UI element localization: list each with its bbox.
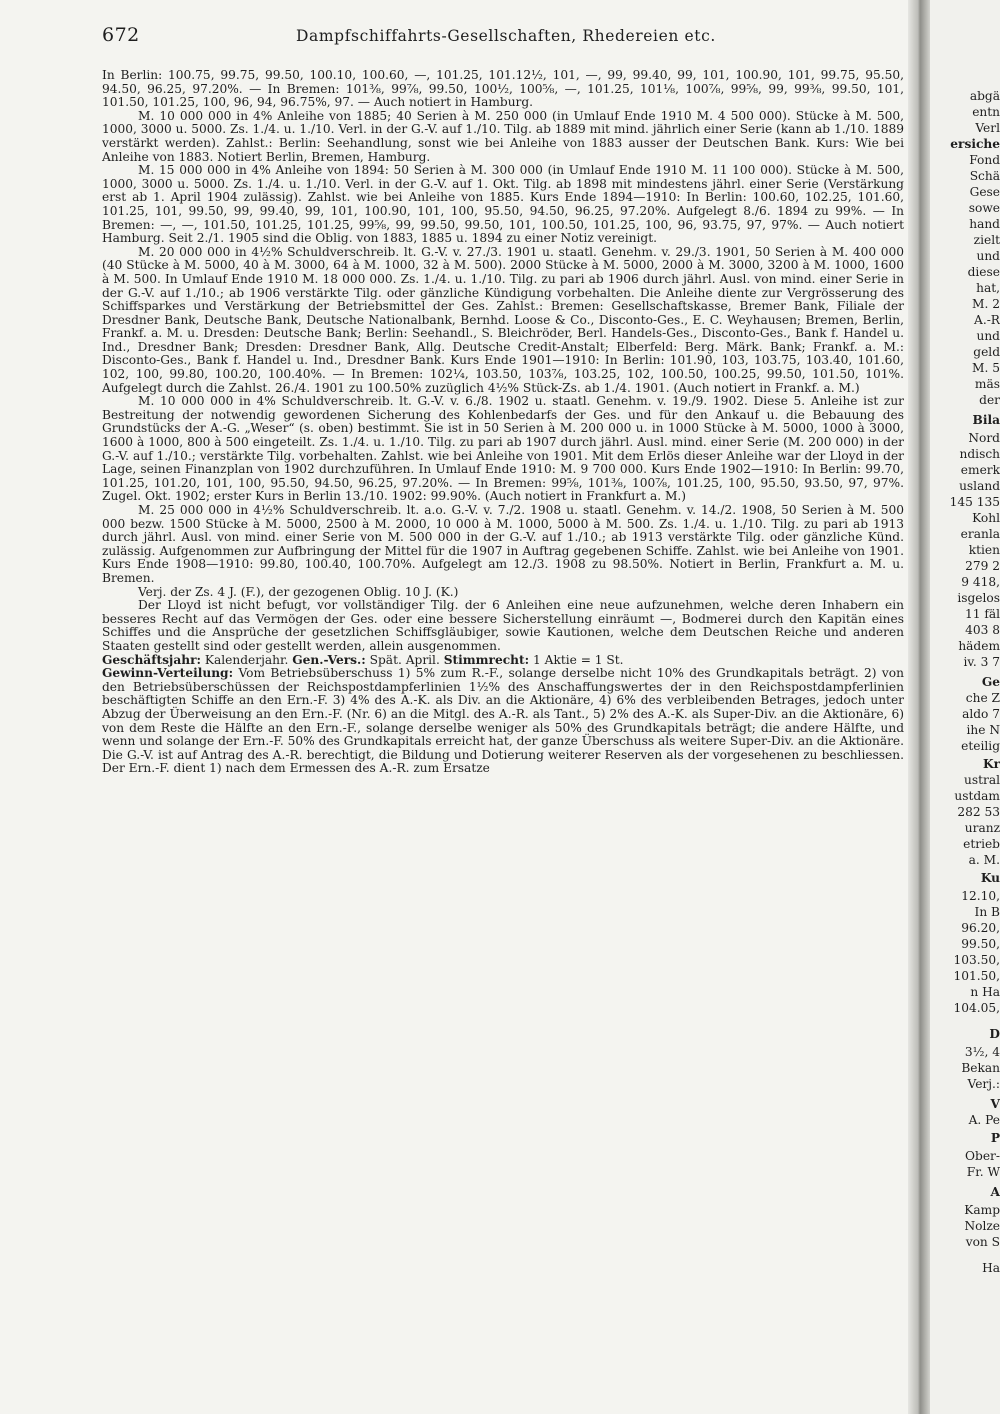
next-page-fragment: 103.50,: [953, 953, 1000, 967]
page-number: 672: [102, 24, 140, 46]
book-gutter: [908, 0, 930, 1414]
label-gen-vers: Gen.-Vers.:: [292, 652, 366, 667]
next-page-fragment: n Ha: [970, 985, 1000, 999]
next-page-fragment: mäs: [974, 377, 1000, 391]
next-page-fragment: Bekan: [961, 1061, 1000, 1075]
next-page-fragment: 3½, 4: [964, 1045, 1000, 1059]
next-page-fragment: V: [990, 1097, 1000, 1111]
body-text: [102, 69, 904, 776]
next-page-fragment: zielt: [973, 233, 1000, 247]
next-page-fragment: eteilig: [961, 739, 1000, 753]
next-page-fragment: Ku: [980, 871, 1000, 885]
next-page-fragment: P: [990, 1131, 1000, 1145]
next-page-fragment: hat,: [976, 281, 1000, 295]
next-page-fragment: ustdam: [954, 789, 1000, 803]
next-page-fragment: eranla: [960, 527, 1000, 541]
next-page-fragment: 279 2: [965, 559, 1000, 573]
value-stimmrecht: 1 Aktie = 1 St.: [529, 652, 624, 667]
next-page-fragment: Kohl: [972, 511, 1000, 525]
running-title: Dampfschiffahrts-Gesellschaften, Rhedereien etc.: [296, 27, 716, 45]
next-page-fragment: Ge: [981, 675, 1000, 689]
next-page-fragment: M. 2: [972, 297, 1000, 311]
paragraph-anleihe-1901: M. 20 000 000 in 4½% Schuldverschreib. lt. G.-V. v. 27./3. 1901 u. staatl. Genehm. v. 29./3. 1901, 50 Serien à M. 400 000 (40 Stücke à M. 5000, 40 à M. 3000, 64 à M. 1000, 32 à M. 500). 2000 Stücke à M. 5000, 2000 à M. 3000, 3200 à M. 1000, 1600 à M. 500. In Umlauf Ende 1910 M. 18 000 000. Zs. 1./4. u. 1./10. Tilg. zu pari ab 1906 durch jährl. Ausl. von mind. einer Serie in der G.-V. auf 1./10.; ab 1906 verstärkte Tilg. oder gänzliche Kündigung vorbehalten. Die Anleihe diente zur Vergrösserung des Schiffsparkes und Verstärkung der Betriebsmittel der Ges. Zahlst.: Bremen: Gesellschaftskasse, Bremer Bank, Filiale der Dresdner Bank, Deutsche Bank, Deutsche Nationalbank, Bernhd. Loose & Co., Disconto-Ges., E. C. Weyhausen; Bremen, Berlin, Frankf. a. M. u. Dresden: Deutsche Bank; Berlin: Seehandl., S. Bleichröder, Berl. Handels-Ges., Disconto-Ges., Bank f. Handel u. Ind., Dresdner Bank; Dresden: Dresdner Bank, Allg. Deutsche Credit-Anstalt; Elberfeld: Berg. Märk. Bank; Frankf. a. M.: Disconto-Ges., Bank f. Handel u. Ind., Dresdner Bank. Kurs Ende 1901—1910: In Berlin: 101.90, 103, 103.75, 103.40, 101.60, 102, 100, 99.80, 100.20, 100.40%. — In Bremen: 102¼, 103.50, 103⅞, 103.25, 102, 100.50, 100.25, 99.50, 101.50, 101%. Aufgelegt durch die Zahlst. 26./4. 1901 zu 100.50% zuzüglich 4½% Stück-Zs. ab 1./4. 1901. (Auch notiert in Frankf. a. M.): [102, 244, 904, 395]
next-page-fragment: ndisch: [959, 447, 1000, 461]
paragraph-anleihe-1894: M. 15 000 000 in 4% Anleihe von 1894: 50 Serien à M. 300 000 (in Umlauf Ende 1910 M. 11 100 000). Stücke à M. 500, 1000, 3000 u. 5000. Zs. 1./4. u. 1./10. Verl. in der G.-V. auf 1. Okt. Tilg. ab 1898 mit mindestens jährl. einer Serie (Verstärkung erst ab 1. April 1904 zulässig). Zahlst. wie bei Anleihe von 1885. Kurs Ende 1894—1910: In Berlin: 100.60, 102.25, 101.60, 101.25, 101, 99.50, 99, 99.40, 99, 101, 100.90, 101, 100, 95.50, 94.50, 96.25, 97.20%. Aufgelegt 8./6. 1894 zu 99%. — In Bremen: —, —, 101.50, 101.25, 101.25, 99⅝, 99, 99.50, 99.50, 101, 100.50, 101.25, 100, 96, 93.75, 97, 97%. — Auch notiert Hamburg. Seit 2./1. 1905 sind die Oblig. von 1883, 1885 u. 1894 zu einer Notiz vereinigt.: [102, 163, 904, 246]
next-page-fragment: Verl: [975, 121, 1000, 135]
next-page-fragment: 9 418,: [961, 575, 1000, 589]
label-gewinn-verteilung: Gewinn-Verteilung:: [102, 666, 234, 681]
next-page-fragment: 12.10,: [961, 889, 1000, 903]
paragraph-geschaeftsjahr: [102, 654, 904, 668]
next-page-fragment: Verj.:: [967, 1077, 1000, 1091]
next-page-fragment: 11 fäl: [964, 607, 1000, 621]
next-page-fragment: In B: [974, 905, 1000, 919]
next-page-fragment: 145 135: [949, 495, 1000, 509]
next-page-fragment: hädem: [958, 639, 1000, 653]
next-page-fragment: der: [979, 393, 1000, 407]
next-page-fragment: M. 5: [972, 361, 1000, 375]
next-page-fragment: Fond: [969, 153, 1000, 167]
label-stimmrecht: Stimmrecht:: [443, 652, 530, 667]
next-page-fragment: sowe: [968, 201, 1000, 215]
next-page-fragment: ersiche: [950, 137, 1000, 151]
next-page-fragment: 104.05,: [953, 1001, 1000, 1015]
next-page-fragment: aldo 7: [962, 707, 1000, 721]
next-page-fragment: emerk: [960, 463, 1000, 477]
next-page-fragment: 403 8: [965, 623, 1000, 637]
next-page-fragment: von S: [965, 1235, 1000, 1249]
next-page-fragment: und: [976, 249, 1000, 263]
next-page-fragment: a. M.: [968, 853, 1000, 867]
next-page-fragment: abgä: [969, 89, 1000, 103]
page-header: [0, 24, 908, 50]
value-geschaeftsjahr: Kalenderjahr.: [201, 652, 293, 667]
next-page-fragment: geld: [973, 345, 1000, 359]
next-page-fragment: etrieb: [963, 837, 1000, 851]
value-gewinn-verteilung: Vom Betriebsüberschuss 1) 5% zum R.-F., solange derselbe nicht 10% des Grundkapitals beträgt. 2) von den Betriebsüberschüssen der Reichspostdampferlinien 1½% des Anschaffungswertes der in den Reichspostdampferlinien beschäftigten Schiffe an den Ern.-F. 3) 4% des A.-K. als Div. an die Aktionäre, 4) 6% des verbleibenden Betrages, jedoch unter Abzug der Überweisung an den Ern.-F. (Nr. 6) an die Mitgl. des A.-R. als Tant., 5) 2% des A.-K. als Super-Div. an die Aktionäre, 6) von dem Reste die Hälfte an den Ern.-F., solange derselbe weniger als 50% des Grundkapitals beträgt; die andere Hälfte, und wenn und solange der Ern.-F. 50% des Grundkapitals erreicht hat, der ganze Überschuss als weitere Super-Div. an die Aktionäre. Die G.-V. ist auf Antrag des A.-R. berechtigt, die Bildung und Dotierung weiterer Reserven als der vorgesehenen zu beschliessen. Der Ern.-F. dient 1) nach dem Ermessen des A.-R. zum Ersatze: [102, 666, 904, 776]
next-page-fragment: Nord: [968, 431, 1000, 445]
paragraph-kurse-1883: In Berlin: 100.75, 99.75, 99.50, 100.10, 100.60, —, 101.25, 101.12½, 101, —, 99, 99.40, 99, 101, 100.90, 101, 99.75, 95.50, 94.50, 96.25, 97.20%. — In Bremen: 101⅜, 99⅞, 99.50, 100½, 100⅝, —, 101.25, 101⅛, 100⅞, 99⅝, 99, 99⅜, 99.50, 101, 101.50, 101.25, 100, 96, 94, 96.75%, 97. — Auch notiert in Hamburg.: [102, 68, 904, 110]
next-page-fragment: isgelos: [957, 591, 1000, 605]
next-page-fragment: ustral: [964, 773, 1000, 787]
next-page-fragment: und: [976, 329, 1000, 343]
paragraph-gewinn-verteilung: [102, 667, 904, 776]
next-page-fragment: Kr: [982, 757, 1000, 771]
next-page-fragment: Ober-: [965, 1149, 1000, 1163]
paragraph-lloyd-befugnis: Der Lloyd ist nicht befugt, vor vollständiger Tilg. der 6 Anleihen eine neue aufzunehmen, welche deren Inhabern ein besseres Recht auf das Vermögen der Ges. oder eine bessere Sicherstellung einräumt —, Bodmerei durch den Kapitän eines Schiffes und die Ansprüche der gesetzlichen Schiffsgläubiger, sowie Kautionen, welche dem Deutschen Reiche und anderen Staaten gestellt sind oder gestellt werden, allein ausgenommen.: [102, 598, 904, 653]
next-page-fragment: entn: [972, 105, 1000, 119]
next-page-fragment: A: [990, 1185, 1000, 1199]
next-page-edge: [930, 0, 1000, 1414]
value-gen-vers: Spät. April.: [365, 652, 444, 667]
label-geschaeftsjahr: Geschäftsjahr:: [102, 652, 202, 667]
next-page-fragment: ktien: [968, 543, 1000, 557]
next-page-fragment: Bila: [972, 413, 1000, 427]
next-page-fragment: uranz: [964, 821, 1000, 835]
next-page-fragment: Ha: [982, 1261, 1000, 1275]
next-page-fragment: ihe N: [966, 723, 1000, 737]
paragraph-anleihe-1908: M. 25 000 000 in 4½% Schuldverschreib. lt. a.o. G.-V. v. 7./2. 1908 u. staatl. Genehm. v. 14./2. 1908, 50 Serien à M. 500 000 bezw. 1500 Stücke à M. 5000, 2500 à M. 2000, 10 000 à M. 1000, 5000 à M. 500. Zs. 1./4. u. 1./10. Tilg. zu pari ab 1913 durch jährl. Ausl. von mind. einer Serie von M. 500 000 in der G.-V. auf 1./10.; ab 1913 verstärkte Tilg. oder gänzliche Künd. zulässig. Aufgenommen zur Aufbringung der Mittel für die 1907 in Auftrag gegebenen Schiffe. Zahlst. wie bei Anleihe von 1901. Kurs Ende 1908—1910: 99.80, 100.40, 100.70%. Aufgelegt am 12./3. 1908 zu 98.50%. Notiert in Berlin, Frankfurt a. M. u. Bremen.: [102, 503, 904, 585]
next-page-fragment: 96.20,: [961, 921, 1000, 935]
next-page-fragment: Fr. W: [966, 1165, 1000, 1179]
next-page-fragment: A. Pe: [968, 1113, 1000, 1127]
next-page-fragment: 282 53: [957, 805, 1000, 819]
next-page-fragment: hand: [969, 217, 1000, 231]
next-page-fragment: diese: [967, 265, 1000, 279]
next-page-fragment: A.-R: [974, 313, 1000, 327]
next-page-fragment: Gese: [969, 185, 1000, 199]
next-page-fragment: Kamp: [964, 1203, 1000, 1217]
next-page-fragment: Schä: [969, 169, 1000, 183]
paragraph-anleihe-1902: M. 10 000 000 in 4% Schuldverschreib. lt. G.-V. v. 6./8. 1902 u. staatl. Genehm. v. 19./9. 1902. Diese 5. Anleihe ist zur Bestreitung der notwendig gewordenen Sicherung des Kohlenbedarfs der Ges. und für den Ankauf u. die Bebauung des Grundstücks der A.-G. „Weser“ (s. oben) bestimmt. Sie ist in 50 Serien à M. 200 000 u. in 1000 Stücke à M. 5000, 1000 à 3000, 1600 à 1000, 800 à 500 eingeteilt. Zs. 1./4. u. 1./10. Tilg. zu pari ab 1907 durch jährl. Ausl. mind. einer Serie (M. 200 000) in der G.-V. auf 1./10.; verstärkte Tilg. vorbehalten. Zahlst. wie bei Anleihe von 1901. Mit dem Erlös dieser Anleihe war der Lloyd in der Lage, seinen Finanzplan von 1902 durchzuführen. In Umlauf Ende 1910: M. 9 700 000. Kurs Ende 1902—1910: In Berlin: 99.70, 101.25, 101.20, 101, 100, 95.50, 94.50, 96.25, 97.20%. — In Bremen: 99⅝, 101⅜, 100⅞, 101.25, 100, 95.50, 93.50, 97, 97%. Zugel. Okt. 1902; erster Kurs in Berlin 13./10. 1902: 99.90%. (Auch notiert in Frankfurt a. M.): [102, 394, 904, 504]
next-page-fragment: 99.50,: [961, 937, 1000, 951]
next-page-fragment: che Z: [965, 691, 1000, 705]
next-page-fragment: D: [989, 1027, 1000, 1041]
next-page-fragment: Nolze: [964, 1219, 1000, 1233]
paragraph-verjaehrung: Verj. der Zs. 4 J. (F.), der gezogenen Oblig. 10 J. (K.): [138, 584, 459, 599]
next-page-fragment: 101.50,: [953, 969, 1000, 983]
next-page-fragment: usland: [959, 479, 1000, 493]
next-page-fragment: iv. 3 7: [963, 655, 1000, 669]
paragraph-anleihe-1885: M. 10 000 000 in 4% Anleihe von 1885; 40 Serien à M. 250 000 (in Umlauf Ende 1910 M. 4 500 000). Stücke à M. 500, 1000, 3000 u. 5000. Zs. 1./4. u. 1./10. Verl. in der G.-V. auf 1./10. Tilg. ab 1889 mit mind. jährlich einer Serie (kann ab 1./10. 1889 verstärkt werden). Zahlst.: Berlin: Seehandlung, sonst wie bei Anleihe von 1883 ausser der Deutschen Bank. Kurs: Wie bei Anleihe von 1883. Notiert Berlin, Bremen, Hamburg.: [102, 108, 904, 164]
